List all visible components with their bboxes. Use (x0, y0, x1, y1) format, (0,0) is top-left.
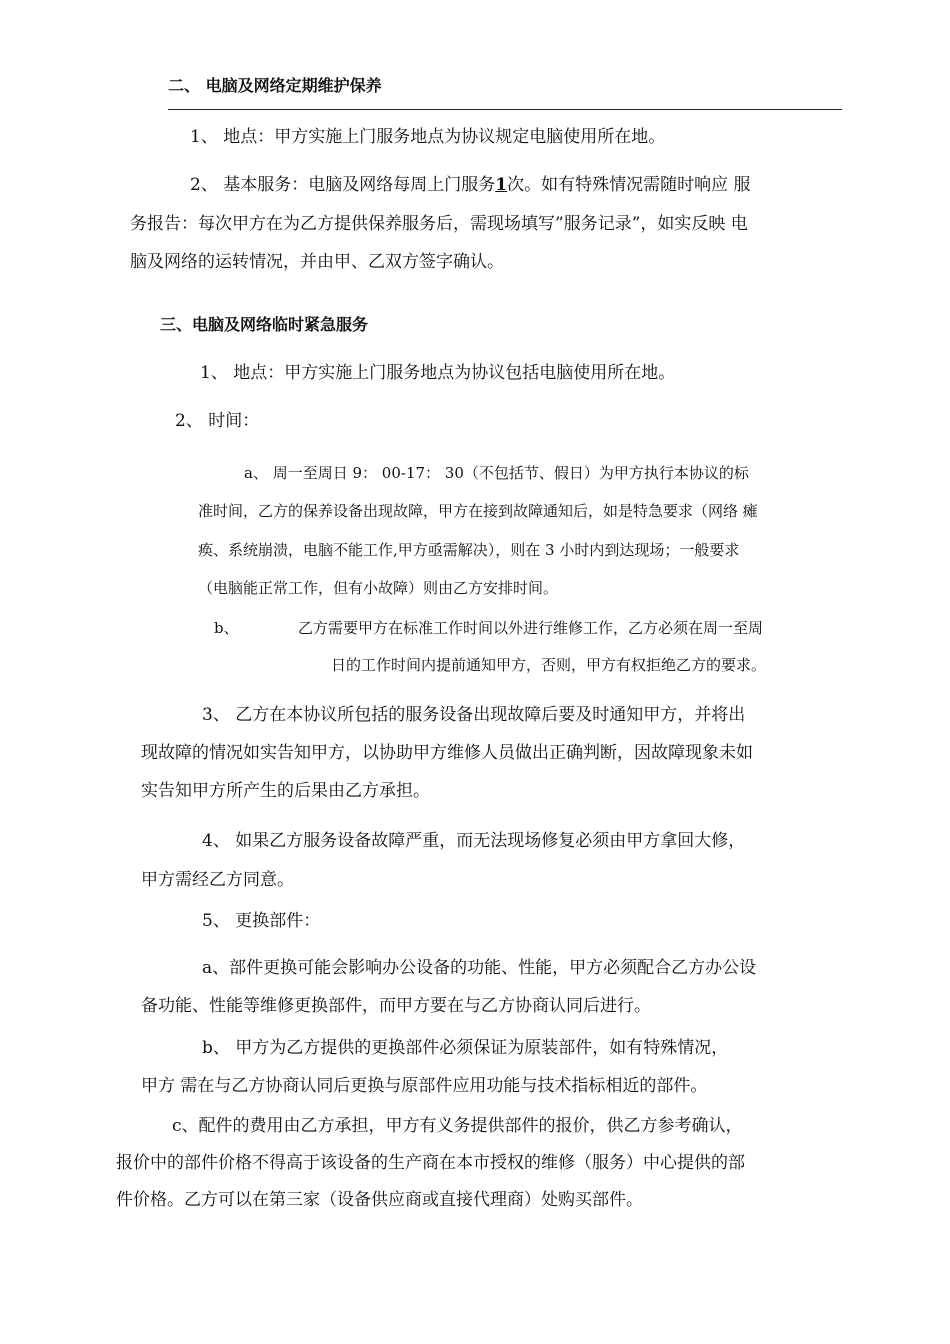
sec3-5a-line-2: 备功能、性能等维修更换部件，而甲方要在与乙方协商认同后进行。 (141, 996, 651, 1016)
sec3-a-line-2: 准时间，乙方的保养设备出现故障，甲方在接到故障通知后，如是特急要求（网络 瘫 (198, 502, 758, 520)
sec3-5c-line-3: 件价格。乙方可以在第三家（设备供应商或直接代理商）处购买部件。 (116, 1190, 643, 1210)
sec3-item-5: 5、 更换部件： (202, 911, 321, 931)
sec3-item-4-line-1: 4、 如果乙方服务设备故障严重，而无法现场修复必须由甲方拿回大修， (202, 831, 746, 851)
sec3-a-line-4: （电脑能正常工作，但有小故障）则由乙方安排时间。 (198, 579, 559, 597)
sec3-5a-line-1: a、部件更换可能会影响办公设备的功能、性能，甲方必须配合乙方办公设 (202, 958, 757, 978)
sec2-item-2-line-3: 脑及网络的运转情况，并由甲、乙双方签字确认。 (130, 252, 504, 272)
heading-rule (168, 109, 842, 110)
sec3-item-2: 2、 时间： (175, 411, 260, 431)
sec2-item-2-text-a: 2、 基本服务：电脑及网络每周上门服务 (190, 175, 496, 195)
section-3-heading: 三、电脑及网络临时紧急服务 (160, 315, 369, 334)
section-2-heading: 二、 电脑及网络定期维护保养 (168, 76, 382, 95)
sec3-a-line-3: 痪、系统崩溃，电脑不能工作,甲方亟需解决），则在 3 小时内到达现场；一般要求 (198, 541, 740, 559)
sec3-a-line-1: a、 周一至周日 9： 00-17： 30（不包括节、假日）为甲方执行本协议的标 (244, 464, 749, 482)
sec3-5b-line-2: 甲方 需在与乙方协商认同后更换与原部件应用功能与技术指标相近的部件。 (141, 1076, 708, 1096)
sec3-b-line-2: 日的工作时间内提前通知甲方，否则，甲方有权拒绝乙方的要求。 (331, 656, 767, 674)
sec3-b-label: b、 (214, 619, 239, 637)
sec3-item-1: 1、 地点：甲方实施上门服务地点为协议包括电脑使用所在地。 (200, 363, 676, 383)
sec3-5c-line-1: c、配件的费用由乙方承担，甲方有义务提供部件的报价，供乙方参考确认， (172, 1116, 743, 1136)
sec2-item-2-text-b: 次。如有特殊情况需随时响应 服 (507, 175, 751, 195)
sec3-item-3-line-2: 现故障的情况如实告知甲方，以协助甲方维修人员做出正确判断，因故障现象未如 (141, 743, 753, 763)
sec2-item-2-line-2: 务报告：每次甲方在为乙方提供保养服务后，需现场填写”服务记录”，如实反映 电 (130, 214, 748, 234)
sec2-item-1: 1、 地点：甲方实施上门服务地点为协议规定电脑使用所在地。 (190, 127, 666, 147)
sec2-item-2-line-1 (190, 174, 750, 196)
sec3-item-3-line-3: 实告知甲方所产生的后果由乙方承担。 (141, 781, 430, 801)
sec3-item-4-line-2: 甲方需经乙方同意。 (141, 870, 294, 890)
sec3-5b-line-1: b、 甲方为乙方提供的更换部件必须保证为原装部件，如有特殊情况， (202, 1038, 729, 1058)
sec3-item-3-line-1: 3、 乙方在本协议所包括的服务设备出现故障后要及时通知甲方，并将出 (202, 705, 746, 725)
visit-count: 1 (495, 175, 508, 195)
sec3-b-line-1: 乙方需要甲方在标准工作时间以外进行维修工作，乙方必须在周一至周 (298, 619, 764, 637)
sec3-5c-line-2: 报价中的部件价格不得高于该设备的生产商在本市授权的维修（服务）中心提供的部 (116, 1153, 745, 1173)
